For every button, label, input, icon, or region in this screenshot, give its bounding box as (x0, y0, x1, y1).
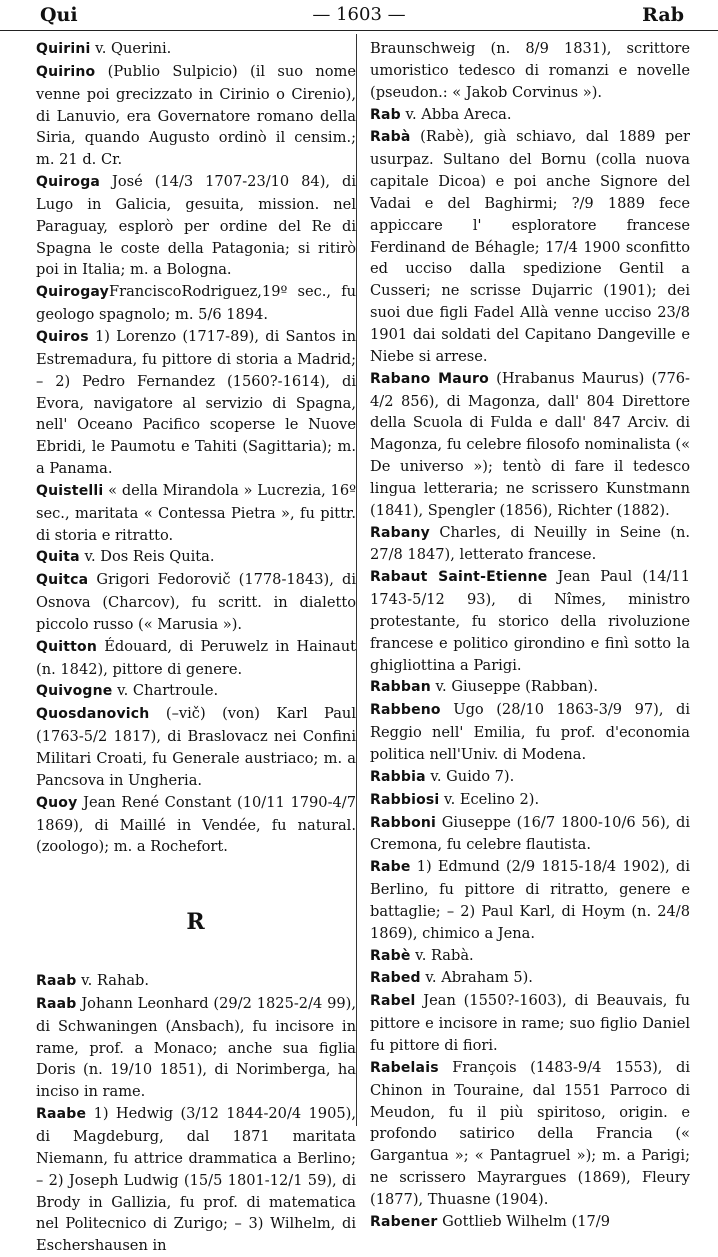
entry-text: (Rabè), già schiavo, dal 1889 per usurpaz. Sultano del Bornu (colla nuova capitale Dicoa) e poi anche Signore del Vadai e del Baghirmi; ?/9 1889 fece appiccare l' esploratore francese Ferdinand de Béhagle; 17/4 1900 sconfitto ed ucciso dalla spedizione Gentil a Cusseri; ne scrisse Dujarric (1901); dei suoi due figli Fadel Allà venne ucciso 23/8 1901 dai soldati del Capitano Dangeville e Niebe si arrese. (370, 128, 690, 365)
dictionary-entry (370, 1057, 690, 1211)
entry-text: François (1483-9/4 1553), di Chinon in Touraine, dal 1551 Parroco di Meudon, fu il più spiritoso, origin. e profondo satirico della Francia (« Gargantua »; « Pantagruel »); m. a Parigi; ne scrissero Mayrargues (1869), Fleury (1877), Thuasne (1904). (370, 1058, 690, 1208)
dictionary-entry (36, 61, 356, 171)
entry-text: v. Abba Areca. (400, 105, 512, 123)
entry-headword: Rabel (370, 993, 416, 1010)
entry-headword: Rabbiosi (370, 791, 440, 808)
dictionary-entry (370, 566, 690, 676)
entry-headword: Quoy (36, 794, 78, 811)
entry-text: Ugo (28/10 1863-3/9 97), di Reggio nell' Emilia, fu prof. d'economia politica nell'Univ. di Modena. (370, 701, 690, 763)
dictionary-entry (370, 38, 690, 104)
dictionary-entry (36, 703, 356, 791)
dictionary-entry (36, 1103, 356, 1257)
entry-text: v. Abraham 5). (420, 969, 533, 987)
entry-headword: Rabano Mauro (370, 370, 489, 387)
entry-headword: Raabe (36, 1106, 87, 1123)
dictionary-entry (370, 104, 690, 127)
entry-text: v. Rahab. (76, 972, 150, 990)
dictionary-entry (370, 990, 690, 1057)
entry-headword: Rabener (370, 1213, 438, 1230)
dictionary-entry (36, 680, 356, 703)
dictionary-entry (36, 326, 356, 480)
entry-headword: Rabè (370, 947, 411, 964)
entry-text: Braunschweig (n. 8/9 1831), scrittore umoristico tedesco di romanzi e novelle (pseudon.: « Jakob Corvinus »). (370, 40, 690, 101)
dictionary-entry (370, 856, 690, 944)
entry-headword: Rabany (370, 524, 430, 541)
section-letter: R (186, 909, 206, 936)
entry-text: Johann Leonhard (29/2 1825-2/4 99), di Schwaningen (Ansbach), fu incisore in rame, prof. a Monaco; anche sua figlia Doris (n. 19/10 1851), di Norimberga, ha inciso in rame. (36, 994, 356, 1101)
column-divider (356, 34, 357, 1126)
entry-headword: Rabaut Saint-Etienne (370, 569, 548, 586)
entry-headword: Quirino (36, 63, 96, 80)
entry-text: José (14/3 1707-23/10 84), di Lugo in Galicia, gesuita, mission. nel Paraguay, esplorò per ordine del Re di Spagna le coste della Patagonia; si ritirò poi in Italia; m. a Bologna. (36, 173, 356, 279)
dictionary-entry (36, 792, 356, 859)
entry-headword: Quosdanovich (36, 706, 150, 723)
entry-text: v. Rabà. (410, 946, 474, 964)
entry-text: 1) Edmund (2/9 1815-18/4 1902), di Berlino, fu pittore di ritratto, genere e battaglie; – 2) Paul Karl, di Hoym (n. 24/8 1869), chimico a Jena. (370, 858, 690, 942)
entry-text: Giuseppe (16/7 1800-10/6 56), di Cremona, fu celebre flautista. (370, 813, 690, 854)
dictionary-entry (36, 171, 356, 281)
entry-text: Édouard, di Peruwelz in Hainaut (n. 1842), pittore di genere. (36, 637, 356, 678)
entry-text: v. Chartroule. (112, 682, 219, 700)
entry-headword: Quita (36, 549, 80, 566)
dictionary-entry (36, 970, 356, 993)
dictionary-entry (370, 126, 690, 367)
entry-list-r (36, 970, 356, 1257)
dictionary-entry (36, 480, 356, 547)
entry-text: Jean (1550?-1603), di Beauvais, fu pittore e incisore in rame; suo figlio Daniel fu pittore di fiori. (370, 992, 690, 1054)
dictionary-entry (370, 522, 690, 567)
dictionary-entry (370, 945, 690, 968)
page-header (0, 0, 718, 31)
entry-headword: Rabà (370, 129, 411, 146)
dictionary-entry (370, 789, 690, 812)
entry-text: v. Dos Reis Quita. (79, 548, 215, 566)
entry-text: « della Mirandola » Lucrezia, 16º sec., maritata « Contessa Pietra », fu pittr. di storia e ritratto. (36, 481, 356, 544)
entry-text: v. Guido 7). (425, 767, 515, 785)
entry-text: 1) Lorenzo (1717-89), di Santos in Estremadura, fu pittore di storia a Madrid; – 2) Pedro Fernandez (1560?-1614), di Evora, navigatore al servizio di Spagna, nell' Oceano Pacifico scoperse le Nuove Ebridi, le Paumotu e Tahiti (Sagittaria); m. a Panama. (36, 327, 356, 478)
entry-text: Gottlieb Wilhelm (17/9 (437, 1212, 611, 1230)
entry-list-q (36, 38, 356, 858)
entry-headword: Quivogne (36, 683, 113, 700)
entry-headword: Rabbeno (370, 702, 441, 719)
dictionary-entry (36, 636, 356, 681)
entry-text: v. Querini. (90, 40, 172, 57)
entry-text: 1) Hedwig (3/12 1844-20/4 1905), di Magdeburg, dal 1871 maritata Niemann, fu attrice drammatica a Berlino; – 2) Joseph Ludwig (15/5 1801-12/1 59), di Brody in Gallizia, fu prof. di matematica nel Politecnico di Zurigo; – 3) Wilhelm, di Eschershausen in (36, 1105, 356, 1255)
entry-headword: Rabelais (370, 1059, 439, 1076)
entry-text: Jean Paul (14/11 1743-5/12 93), di Nîmes, ministro protestante, fu storico della rivoluzione francese e politico girondino e finì sotto la ghigliottina a Parigi. (370, 568, 691, 674)
entry-headword: Rabbia (370, 768, 426, 785)
entry-headword: Rab (370, 106, 401, 123)
left-column (36, 38, 356, 1257)
entry-headword: Rabboni (370, 814, 437, 831)
entry-text: Charles, di Neuilly in Seine (n. 27/8 1847), letterato francese. (370, 523, 690, 564)
entry-text: (Hrabanus Maurus) (776-4/2 856), di Magonza, dall' 804 Direttore della Scuola di Fulda e dall' 847 Arciv. di Magonza, fu celebre filosofo nominalista (« De universo »); tentò di fare il tedesco lingua letteraria; ne scrissero Kunstmann (1841), Spengler (1856), Richter (1882). (370, 369, 690, 519)
dictionary-entry (370, 368, 690, 522)
entry-headword: Raab (36, 995, 77, 1012)
entry-text: FranciscoRodriguez,19º sec., fu geologo spagnolo; m. 5/6 1894. (36, 283, 356, 324)
dictionary-entry (370, 699, 690, 766)
entry-text: (–vič) (von) Karl Paul (1763-5/2 1817), di Braslovacz nei Confini Militari Croati, fu Generale austriaco; m. a Pancsova in Ungheria. (36, 705, 356, 789)
entry-text: v. Ecelino 2). (439, 790, 540, 808)
entry-text: v. Giuseppe (Rabban). (430, 678, 598, 696)
entry-headword: Rabe (370, 859, 411, 876)
entry-headword: Rabban (370, 679, 431, 696)
dictionary-entry (36, 993, 356, 1103)
header-right-guideword: Rab (642, 4, 684, 26)
entry-headword: Quiroga (36, 174, 101, 191)
dictionary-entry (36, 38, 356, 61)
dictionary-entry (370, 812, 690, 857)
right-column (370, 38, 690, 1234)
dictionary-entry (36, 546, 356, 569)
dictionary-entry (36, 569, 356, 636)
entry-text: Jean René Constant (10/11 1790-4/7 1869), di Maillé in Vendée, fu natural. (zoologo); m. a Rochefort. (36, 793, 356, 856)
entry-headword: Quitca (36, 572, 89, 589)
entry-headword: Quiros (36, 328, 89, 345)
header-left-guideword: Qui (40, 4, 78, 26)
dictionary-entry (370, 967, 690, 990)
entry-list-right (370, 38, 690, 1234)
entry-headword: Quirini (36, 41, 91, 57)
entry-headword: Quistelli (36, 482, 104, 499)
entry-headword: Quirogay (36, 284, 109, 301)
dictionary-entry (370, 676, 690, 699)
dictionary-entry (370, 766, 690, 789)
entry-text: (Publio Sulpicio) (il suo nome venne poi grecizzato in Cirinio o Cirenio), di Lanuvio, era Governatore romano della Siria, quando Augusto ordinò il censim.; m. 21 d. Cr. (36, 62, 356, 169)
entry-headword: Raab (36, 973, 77, 990)
entry-headword: Rabed (370, 970, 421, 987)
entry-headword: Quitton (36, 638, 98, 655)
page-number: — 1603 — (312, 4, 406, 25)
entry-text: Grigori Fedorovič (1778-1843), di Osnova (Charcov), fu scritt. in dialetto piccolo russo (« Marusia »). (36, 571, 356, 633)
dictionary-entry (36, 281, 356, 326)
dictionary-entry (370, 1211, 690, 1234)
